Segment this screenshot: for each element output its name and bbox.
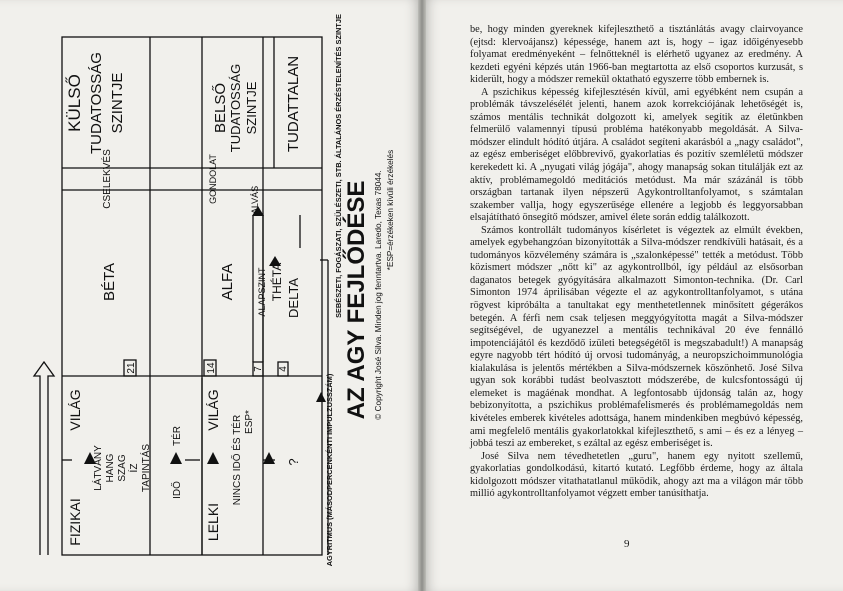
lelki-item-1: ESP* (244, 410, 255, 434)
activity-alapszint: ALAPSZINT (257, 267, 267, 317)
wave-beta-num: 21 (126, 362, 137, 374)
world-fizikai-vilag: VILÁG (67, 389, 83, 431)
page-number: 9 (624, 538, 630, 550)
wave-theta: THÉTA (270, 262, 284, 302)
brain-development-diagram (0, 0, 421, 591)
paragraph: be, hogy minden gyereknek kifejleszthető a tisztánlátás avagy clairvoyance (ejtsd: klervoájansz) képessége, hanem azt is, hogy – igaz időigényesebb folyamat eredményeként – felnőtteknél is elérhető ugyanez az eredmény. A kezdeti egyéni képzés után 1966-ban megtartotta az első csoportos kurzusát, s kiderült, hogy a módszer remekül oktatható egyszerre több embernek is. (470, 24, 803, 86)
ter-label: TÉR (172, 426, 183, 446)
ido-label: IDŐ (172, 481, 183, 499)
question-mark: ? (286, 458, 301, 466)
rhythm-caption: AGYRITMUS (MÁSODPERCENKÉNTI IMPULZUSSZÁM) (325, 373, 334, 567)
fizikai-item-4: TAPINTÁS (141, 443, 152, 493)
activity-alvas: ALVÁS (250, 185, 260, 215)
fizikai-item-0: LÁTVÁNY (93, 445, 104, 491)
level-kulso-sub2: SZINTJE (109, 72, 126, 134)
level-tudattalan: TUDATTALAN (285, 55, 302, 153)
paragraph: Számos kontrollált tudományos kísérletet is végeztek az elmúlt években, amelyek egybehangzóan bizonyították a Silva-módszer rendkívüli hatásait, és a tudományos közvélemény számára is „szalonképessé" tették a metódust. Több közismert módszer „nőtt ki" az agykontrollból, így például az elsősorban daganatos betegek gyógyítására alkalmazott Simonton-technika. (Dr. Carl Simonton 1974 áprilisában végezte el az agykontrolltanfolyamot, s utána rögvest kipróbálta a tanultakat egy menthetetlennek minősített gégerákos betegén. A férfi nem csak teljesen meggyógyította magát a Silva-módszer segítségével, de ugyanezzel a mentális technikával 20 éve fennálló impotenciájától és kezdődő izületi betegségétől is megszabadult!) A manapság egyre nagyobb tért hódító új orvosi tudományág, a neuropszichoimmunológia kialakulása is jelentős mértékben a Silva-módszernek köszönhető. José Silva ugyan sok korábbi tudást beolvasztott módszerébe, de kulcsfontosságú új elemeket is magáénak mondhat. A legfontosabb újdonság talán az, hogy bebizonyította, a pszichikus problémafelismerés és problémamegoldás nem kivételes emberek kivételes adottsága, hanem mindenkiben megbúvó képesség, ami megfelelő mentális gyakorlatokkal kifejleszthető, s ami – és ez a lényeg – jobbá teszi az embereket, s ezáltal az egész emberiséget is. (470, 224, 803, 450)
level-kulso-sub1: TUDATOSSÁG (88, 52, 105, 154)
body-text (470, 24, 803, 501)
fizikai-item-2: SZAG (117, 454, 128, 482)
wave-delta-num: 4 (278, 366, 289, 372)
wave-alfa: ALFA (219, 263, 236, 301)
lelki-item-0: NINCS IDŐ ÉS TÉR (232, 414, 243, 506)
paragraph: José Silva nem tévedhetetlen „guru", hanem egy nyitott szellemű, gyakorlatias gondolkodású, kitartó kutató. Legfőbb érdeme, hogy az általa kidolgozott módszer vitathatatlanul működik, ahogy azt ma a világon már több millió agykontrolltanfolyamot végzett ember tanúsíthatja. (470, 450, 803, 500)
anesthesia-note: SEBÉSZETI, FOGÁSZATI, SZÜLÉSZETI, STB. ÁLTALÁNOS ÉRZÉSTELENÍTÉS SZINTJE (334, 14, 343, 318)
wave-theta-num: 7 (253, 366, 264, 372)
paragraph: A pszichikus képesség kifejlesztésén kívül, ami egyébként nem csupán a problémák távszelésélét jelenti, hanem azok korrekciójának lehetőségét is, számos mentális technikát dolgozott ki, amelyek segítik az életünkben felmerülő valamennyi típusú probléma hatékonyabb megoldását. A Silva-módszer elindult hódító útjára. A családot segíteni akarásból a „nagy családot", az egész emberiséget előbbrevivő, gyakorlatias és pozitív szemléletű módszer kerekedett ki. A „nyugati világ jógája", ahogy manapság sokan titulálják ezt az aktív, problémamegoldó meditációs metódust. Ma már százánál is több országban tartanak ilyen népszerű Agykontrolltanfolyamot, s számtalan szakember vallja, hogy egyszerűsége ellenére a legjobb és leggyorsabban elsajátítható önsegítő módszer, amivel élete során eddig találkozott. (470, 86, 803, 224)
wave-beta: BÉTA (101, 262, 118, 302)
esp-footnote: *ESP=érzékeken kívüli érzékelés (386, 149, 395, 271)
copyright: © Copyright José Silva. Minden jog fenntartva. Laredo, Texas 78044. (374, 170, 383, 420)
diagram-title: AZ AGY FEJLŐDÉSE (343, 180, 370, 420)
level-belso: BELSŐ (212, 82, 229, 134)
fizikai-item-1: HANG (105, 453, 116, 483)
activity-gondolat: GONDOLAT (208, 154, 218, 204)
level-kulso: KÜLSŐ (65, 74, 84, 132)
fizikai-item-3: ÍZ (129, 463, 140, 473)
wave-alfa-num: 14 (206, 362, 217, 374)
world-fizikai: FIZIKAI (67, 498, 83, 546)
activity-cselekves: CSELEKVÉS (102, 149, 113, 209)
world-lelki: LELKI (205, 502, 221, 542)
wave-delta: DELTA (286, 278, 301, 318)
level-belso-sub1: TUDATOSSÁG (228, 63, 243, 153)
world-lelki-vilag: VILÁG (205, 389, 221, 431)
level-belso-sub2: SZINTJE (244, 81, 259, 135)
